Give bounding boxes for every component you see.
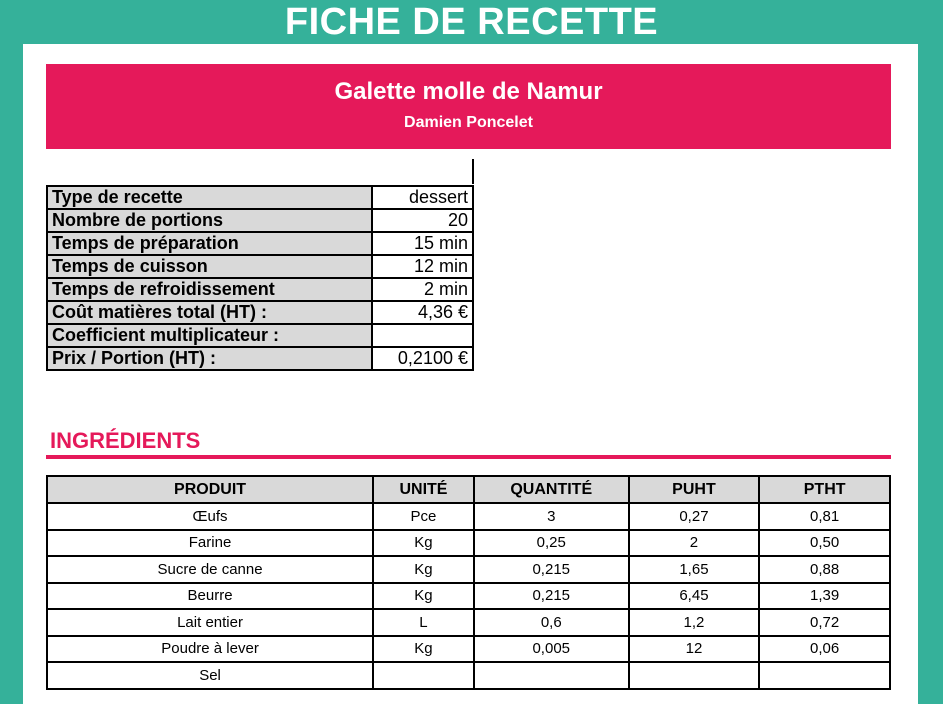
table-cell: Kg [373,556,474,583]
table-cell: Kg [373,583,474,610]
info-value: 20 [372,209,473,232]
info-value: 2 min [372,278,473,301]
column-header: PUHT [629,476,760,503]
info-label: Coût matières total (HT) : [47,301,372,324]
table-cell: 0,06 [759,636,890,663]
info-value: 12 min [372,255,473,278]
info-row [47,232,473,255]
table-cell: Beurre [47,583,373,610]
table-cell: Kg [373,530,474,557]
info-value [372,324,473,347]
recipe-info-table [46,185,474,371]
info-value: dessert [372,186,473,209]
table-row [47,636,890,663]
table-cell: 1,65 [629,556,760,583]
page-banner: FICHE DE RECETTE [284,1,659,43]
table-cell: 0,81 [759,503,890,530]
table-cell: Sel [47,662,373,689]
ingredients-rule [46,455,891,459]
info-row [47,255,473,278]
table-cell: 0,72 [759,609,890,636]
table-cell: L [373,609,474,636]
table-cell: Kg [373,636,474,663]
ingredients-title: INGRÉDIENTS [50,428,201,453]
info-row [47,301,473,324]
table-cell: 2 [629,530,760,557]
table-cell: Poudre à lever [47,636,373,663]
table-row [47,556,890,583]
info-row [47,324,473,347]
table-cell: 0,25 [474,530,629,557]
ingredients-table [46,475,891,690]
table-row [47,530,890,557]
recipe-author: Damien Poncelet [404,114,533,131]
recipe-title-box [46,64,891,149]
table-cell [474,662,629,689]
table-row [47,503,890,530]
column-header: PRODUIT [47,476,373,503]
table-cell: 6,45 [629,583,760,610]
column-header: UNITÉ [373,476,474,503]
table-cell: 0,6 [474,609,629,636]
table-cell: 3 [474,503,629,530]
table-cell [629,662,760,689]
table-cell: 1,2 [629,609,760,636]
info-label: Temps de refroidissement [47,278,372,301]
table-cell: 12 [629,636,760,663]
column-header: QUANTITÉ [474,476,629,503]
info-value: 15 min [372,232,473,255]
table-row [47,583,890,610]
info-value: 4,36 € [372,301,473,324]
info-row [47,186,473,209]
table-cell: 0,215 [474,556,629,583]
table-cell: 0,88 [759,556,890,583]
table-cell: Pce [373,503,474,530]
info-row [47,209,473,232]
table-cell: 0,50 [759,530,890,557]
info-label: Temps de préparation [47,232,372,255]
table-cell: 0,005 [474,636,629,663]
info-label: Nombre de portions [47,209,372,232]
table-cell: Œufs [47,503,373,530]
info-label: Type de recette [47,186,372,209]
table-cell: Sucre de canne [47,556,373,583]
info-row [47,278,473,301]
table-cell: Farine [47,530,373,557]
info-label: Temps de cuisson [47,255,372,278]
info-label: Coefficient multiplicateur : [47,324,372,347]
table-cell [759,662,890,689]
table-cell [373,662,474,689]
table-divider-line [472,159,474,184]
table-cell: 0,27 [629,503,760,530]
table-cell: Lait entier [47,609,373,636]
table-row [47,609,890,636]
table-cell: 0,215 [474,583,629,610]
recipe-sheet [23,44,918,704]
column-header: PTHT [759,476,890,503]
table-row [47,662,890,689]
recipe-name: Galette molle de Namur [334,78,603,105]
table-cell: 1,39 [759,583,890,610]
info-label: Prix / Portion (HT) : [47,347,372,370]
info-row [47,347,473,370]
info-value: 0,2100 € [372,347,473,370]
